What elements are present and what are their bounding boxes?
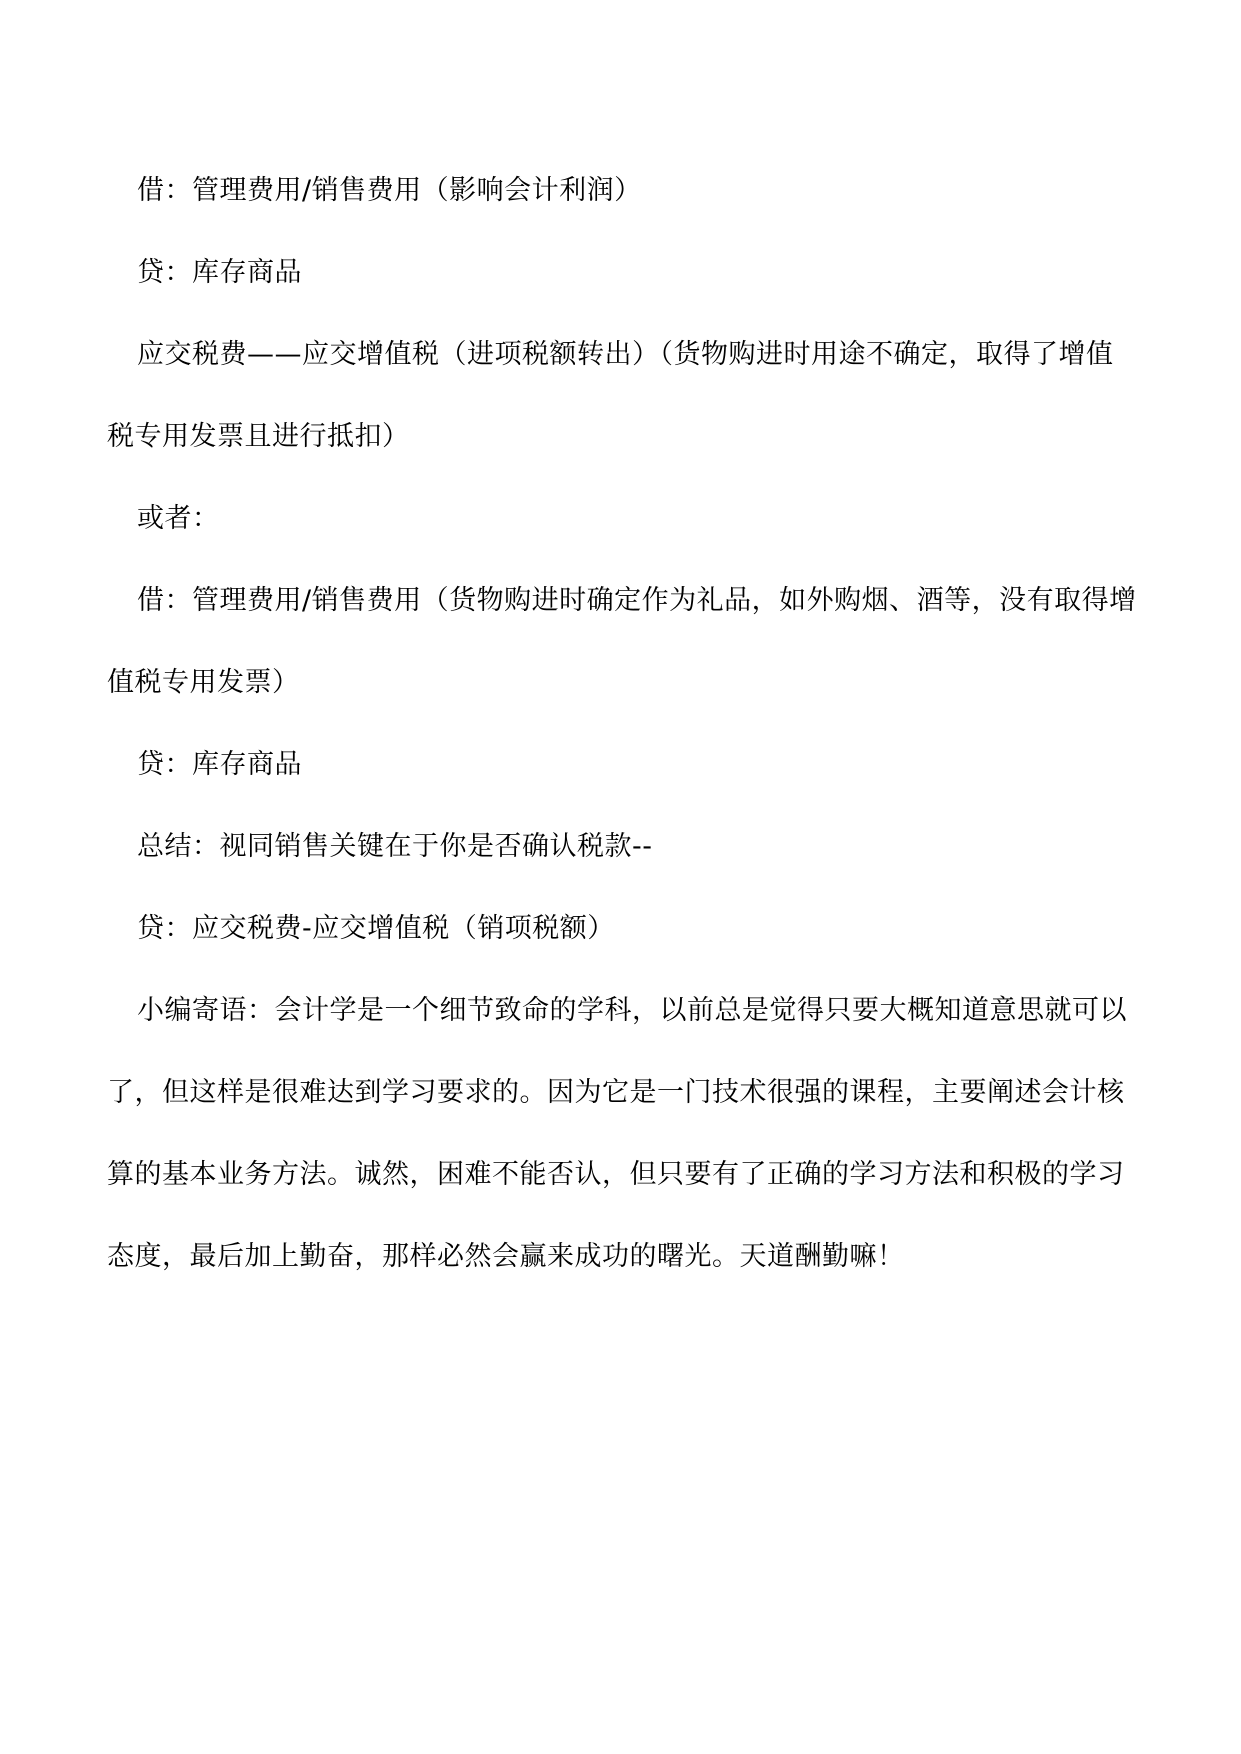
paragraph-vat-transfer-out: 应交税费——应交增值税（进项税额转出）（货物购进时用途不确定，取得了增值税专用发票且进行抵扣） xyxy=(107,339,1114,452)
paragraph-debit-expense: 借：管理费用/销售费用（影响会计利润） xyxy=(137,175,642,206)
paragraph-credit-inventory-2: 贷：库存商品 xyxy=(137,749,302,780)
paragraph-summary: 总结：视同销售关键在于你是否确认税款-- xyxy=(137,831,653,862)
paragraph-or: 或者： xyxy=(137,503,220,534)
paragraph-debit-gift-expense: 借：管理费用/销售费用（货物购进时确定作为礼品，如外购烟、酒等，没有取得增值税专用发票） xyxy=(107,585,1137,698)
paragraph-credit-inventory: 贷：库存商品 xyxy=(137,257,302,288)
paragraph-editor-note: 小编寄语：会计学是一个细节致命的学科，以前总是觉得只要大概知道意思就可以了，但这样是很难达到学习要求的。因为它是一门技术很强的课程，主要阐述会计核算的基本业务方法。诚然，困难不能否认，但只要有了正确的学习方法和积极的学习态度，最后加上勤奋，那样必然会赢来成功的曙光。天道酬勤嘛！ xyxy=(107,995,1127,1272)
paragraph-credit-output-tax: 贷：应交税费-应交增值税（销项税额） xyxy=(137,913,615,944)
